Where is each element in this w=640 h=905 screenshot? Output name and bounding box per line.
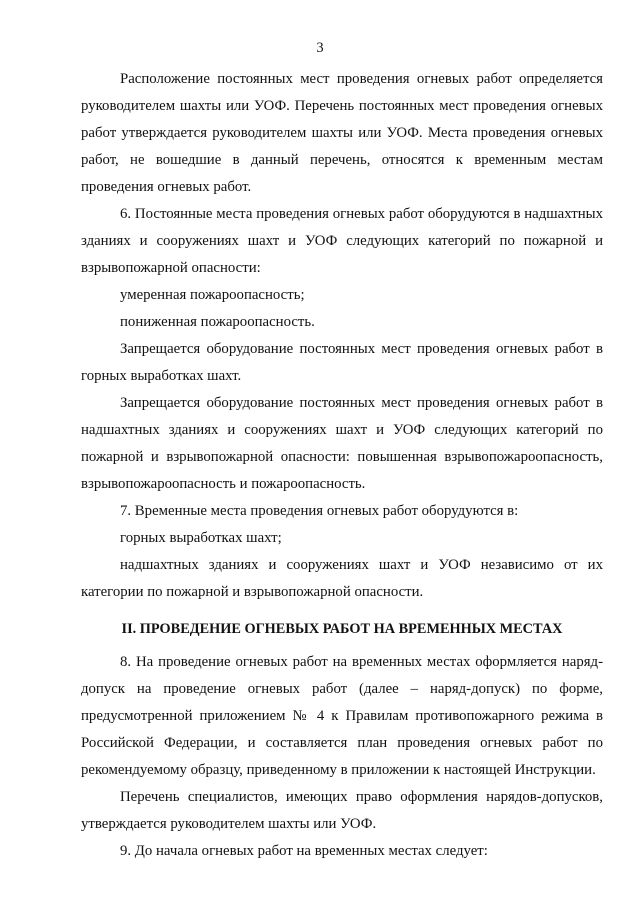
section-heading: II. ПРОВЕДЕНИЕ ОГНЕВЫХ РАБОТ НА ВРЕМЕННЫХ МЕСТАХ xyxy=(121,621,563,637)
list-item-mine-workings: горных выработках шахт; xyxy=(120,530,282,546)
list-item-surface-buildings: надшахтных зданиях и сооружениях шахт и УОФ независимо от их категории по пожарной и взрывопожарной опасности. xyxy=(81,557,603,600)
list-item-low-fire-hazard: пониженная пожароопасность. xyxy=(120,314,315,330)
paragraph-item-9: 9. До начала огневых работ на временных местах следует: xyxy=(120,843,488,859)
list-item-moderate-fire-hazard: умеренная пожароопасность; xyxy=(120,287,305,303)
document-body xyxy=(81,66,603,865)
paragraph-item-6: 6. Постоянные места проведения огневых работ оборудуются в надшахтных зданиях и сооружениях шахт и УОФ следующих категорий по пожарной и взрывопожарной опасности: xyxy=(81,206,603,276)
paragraph-item-7: 7. Временные места проведения огневых работ оборудуются в: xyxy=(120,503,519,519)
page-number: 3 xyxy=(316,40,324,56)
paragraph-prohibition-mines: Запрещается оборудование постоянных мест проведения огневых работ в горных выработках шахт. xyxy=(81,341,603,384)
paragraph-specialists-list: Перечень специалистов, имеющих право оформления нарядов-допусков, утверждается руководителем шахты или УОФ. xyxy=(81,789,603,832)
paragraph-item-8: 8. На проведение огневых работ на временных местах оформляется наряд-допуск на проведение огневых работ (далее – наряд-допуск) по форме, предусмотренной приложением № 4 к Правилам противопожарного режима в Российской Федерации, и составляется план проведения огневых работ по рекомендуемому образцу, приведенному в приложении к настоящей Инструкции. xyxy=(81,654,603,778)
paragraph-permanent-locations: Расположение постоянных мест проведения огневых работ определяется руководителем шахты или УОФ. Перечень постоянных мест проведения огневых работ утверждается руководителем шахты или УОФ. Места проведения огневых работ, не вошедшие в данный перечень, относятся к временным местам проведения огневых работ. xyxy=(81,71,603,195)
paragraph-prohibition-buildings: Запрещается оборудование постоянных мест проведения огневых работ в надшахтных зданиях и сооружениях шахт и УОФ следующих категорий по пожарной и взрывопожарной опасности: повышенная взрывопожароопасность, взрывопожароопасность и пожароопасность. xyxy=(81,395,603,492)
